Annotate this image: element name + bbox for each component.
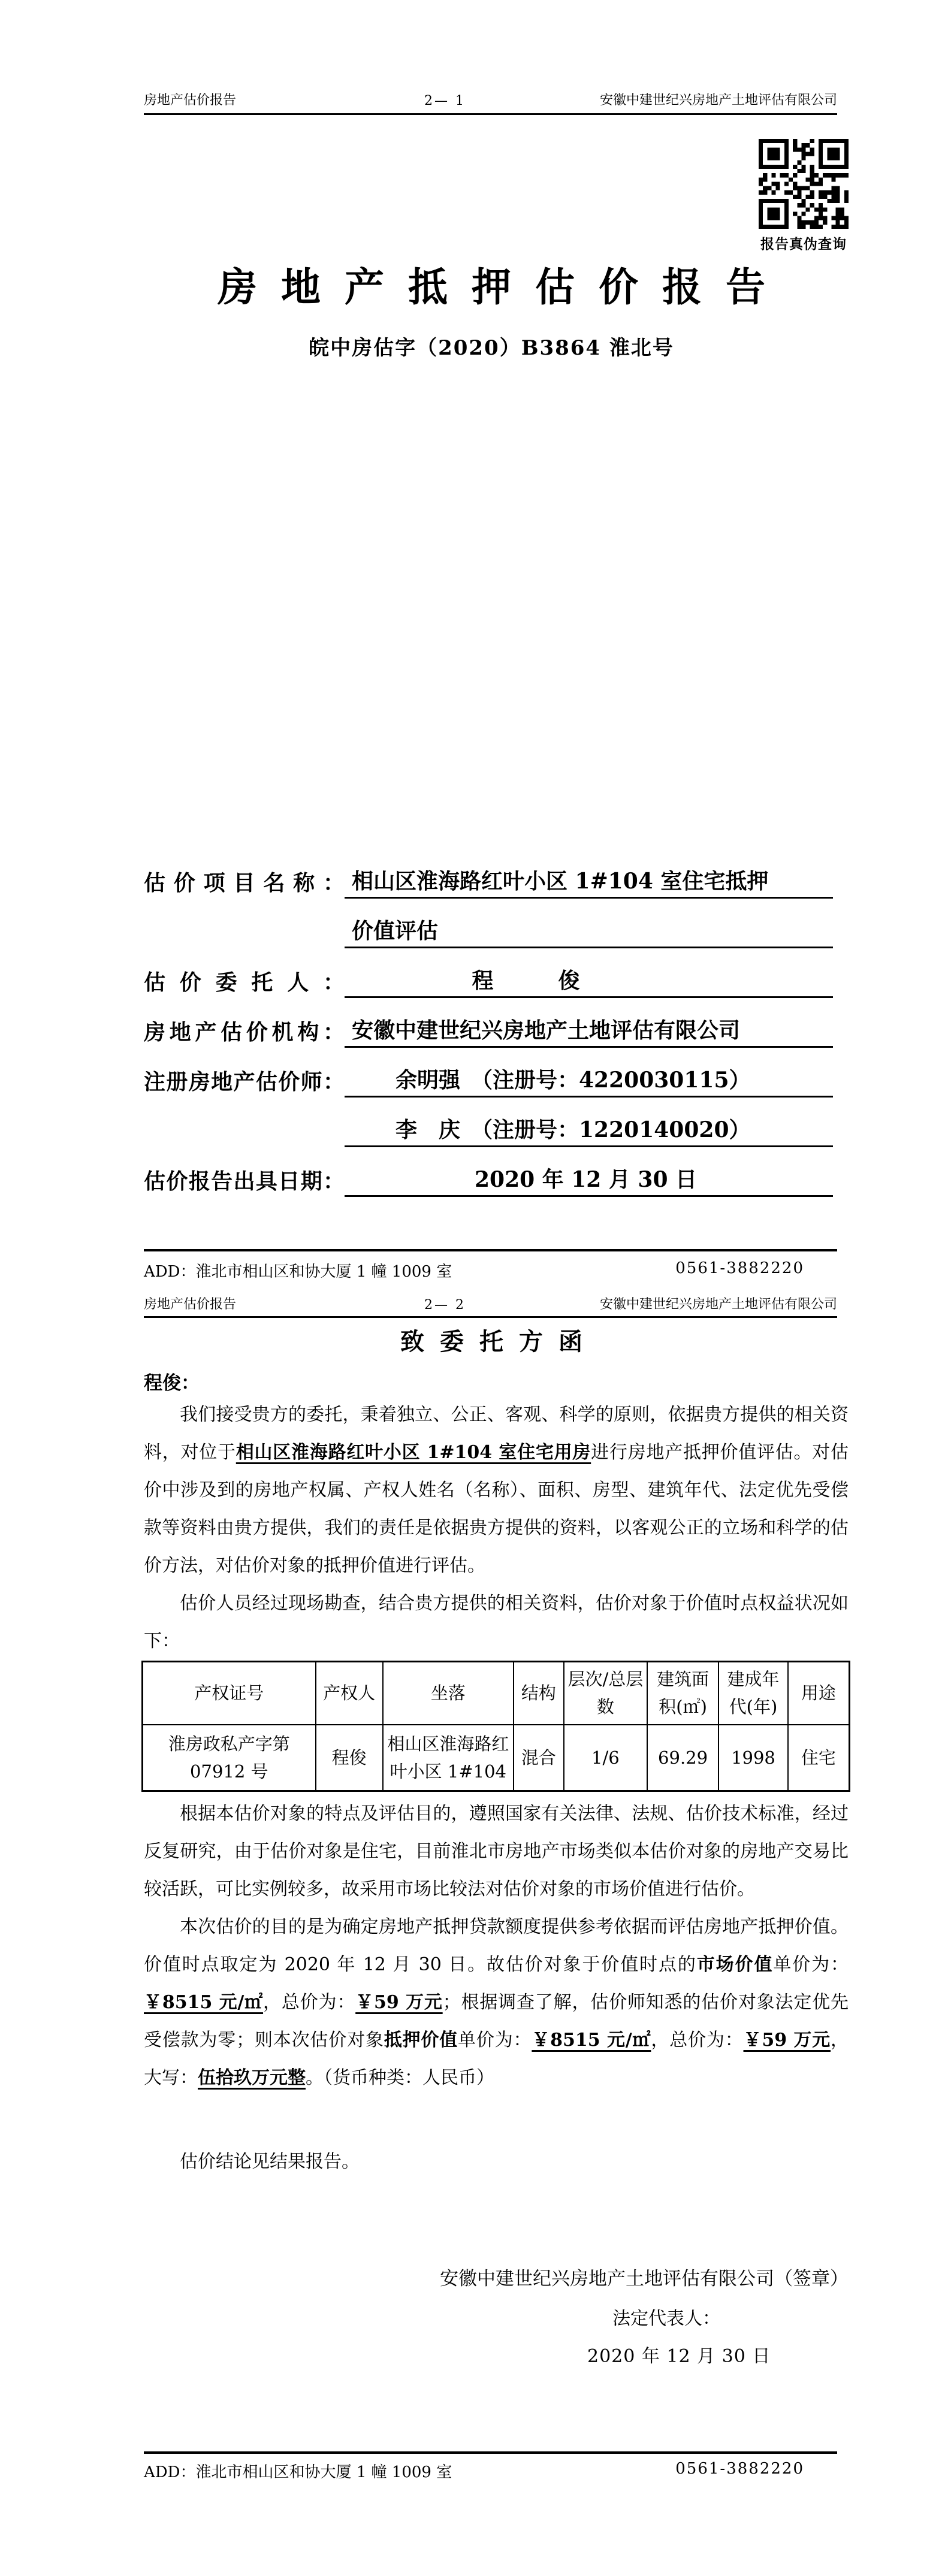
text-run: 本次估价的目的是为确定房地产抵押贷款额度提供参考依据而评估房地产抵押价值。价值时点取定为 2020 年 12 月 30 日。故估价对象于价值时点的 xyxy=(144,1916,849,1975)
field-value: 李 庆 （注册号：1220140020） xyxy=(345,1113,833,1147)
letter-body-lower xyxy=(144,1795,849,2097)
text-run: 市场价值 xyxy=(696,1954,774,1975)
table-row xyxy=(143,1725,850,1791)
header-divider xyxy=(144,1316,837,1318)
field-label: 房地产估价机构： xyxy=(144,1020,345,1045)
paragraph xyxy=(144,1795,849,1908)
field-label: 估价报告出具日期： xyxy=(144,1169,345,1194)
text-run: 单价为： xyxy=(773,1954,849,1975)
table-cell: 程俊 xyxy=(316,1725,383,1791)
table-cell: 淮房政私产字第 07912 号 xyxy=(143,1725,316,1791)
header-page-number: 2— 1 xyxy=(424,93,466,108)
salutation: 程俊： xyxy=(144,1372,200,1394)
document-number: 皖中房估字（2020）B3864 淮北号 xyxy=(309,336,674,360)
text-run: 单价为： xyxy=(458,2030,532,2051)
text-run: ￥8515 元/㎡ xyxy=(532,2030,651,2051)
qr-caption: 报告真伪查询 xyxy=(760,236,847,252)
cover-field-row xyxy=(144,998,833,1048)
text-run: ，总价为： xyxy=(651,2030,744,2051)
table-cell: 相山区淮海路红叶小区 1#104 xyxy=(383,1725,514,1791)
cover-field-row xyxy=(144,1048,833,1097)
field-value: 2020 年 12 月 30 日 xyxy=(345,1163,833,1197)
table-header-cell: 结构 xyxy=(514,1662,564,1725)
qr-block xyxy=(759,139,849,253)
text-run: ￥59 万元 xyxy=(355,1992,443,2013)
table-cell: 1998 xyxy=(718,1725,788,1791)
text-run: ￥59 万元 xyxy=(743,2030,831,2051)
text-run: 抵押价值 xyxy=(384,2030,458,2051)
field-value: 余明强 （注册号：4220030115） xyxy=(345,1063,833,1097)
footer-phone: 0561-3882220 xyxy=(675,2460,804,2478)
page2-running-header xyxy=(144,1294,837,1313)
text-run: 相山区淮海路红叶小区 1#104 室住宅用房 xyxy=(236,1442,591,1463)
document-title: 房地产抵押估价报告 xyxy=(218,264,789,310)
signature-legal-rep: 法定代表人： xyxy=(612,2308,720,2329)
table-header-cell: 层次/总层数 xyxy=(564,1662,647,1725)
table-cell: 混合 xyxy=(514,1725,564,1791)
page1-footer xyxy=(144,1259,837,1281)
text-run: 进行房地产抵押价值评估。对估价中涉及到的房地产权属、产权人姓名（名称）、面积、房型、建筑年代、法定优先受偿款等资料由贵方提供，我们的责任是依据贵方提供的资料，以客观公正的立场和科学的估价方法，对估价对象的抵押价值进行评估。 xyxy=(144,1442,849,1576)
footer-divider xyxy=(144,1249,837,1251)
field-label: 估价项目名称： xyxy=(144,870,345,896)
cover-fields xyxy=(144,849,833,1197)
cover-field-row xyxy=(144,948,833,998)
text-run: 估价人员经过现场勘查，结合贵方提供的相关资料，估价对象于价值时点权益状况如下： xyxy=(144,1593,849,1652)
field-value: 安徽中建世纪兴房地产土地评估有限公司 xyxy=(345,1014,833,1048)
field-label: 注册房地产估价师： xyxy=(144,1069,345,1095)
table-cell: 住宅 xyxy=(788,1725,850,1791)
text-run: 。（货币种类：人民币） xyxy=(306,2067,494,2088)
cover-field-row xyxy=(144,1097,833,1147)
field-label: 估价委托人： xyxy=(144,970,345,995)
cover-field-row xyxy=(144,849,833,899)
property-table xyxy=(141,1661,850,1792)
table-cell: 69.29 xyxy=(647,1725,718,1791)
cover-field-row xyxy=(144,1147,833,1197)
table-header-cell: 建成年代(年) xyxy=(718,1662,788,1725)
page2-footer xyxy=(144,2460,837,2482)
text-run: 我们接受贵方的委托，秉着独立、公正、客观、科学的原则，依据贵方提供的相关资料，对位于 xyxy=(144,1404,849,1463)
paragraph xyxy=(144,1908,849,2097)
header-company-name: 安徽中建世纪兴房地产土地评估有限公司 xyxy=(599,93,837,108)
header-doc-type: 房地产估价报告 xyxy=(144,1297,237,1312)
footer-divider xyxy=(144,2451,837,2454)
cover-field-row xyxy=(144,899,833,948)
footer-address: ADD：淮北市相山区和协大厦 1 幢 1009 室 xyxy=(144,2463,452,2481)
letter-title: 致委托方函 xyxy=(400,1328,598,1356)
table-header-cell: 用途 xyxy=(788,1662,850,1725)
table-header-cell: 坐落 xyxy=(383,1662,514,1725)
table-header-cell: 产权证号 xyxy=(143,1662,316,1725)
text-run: ，大写： xyxy=(144,2030,849,2088)
paragraph xyxy=(144,1585,849,1660)
footer-phone: 0561-3882220 xyxy=(675,1259,804,1277)
field-label xyxy=(144,1145,345,1147)
text-run: ；根据调查了解，估价师知悉的估价对象法定优先受偿款为零；则本次估价对象 xyxy=(144,1992,849,2051)
letter-body-upper xyxy=(144,1396,849,1660)
signature-company: 安徽中建世纪兴房地产土地评估有限公司（签章） xyxy=(440,2268,849,2290)
field-value: 价值评估 xyxy=(345,914,833,948)
text-run: ￥8515 元/㎡ xyxy=(144,1992,264,2013)
page1-running-header xyxy=(144,90,837,108)
text-run: 伍拾玖万元整 xyxy=(198,2067,306,2088)
table-cell: 1/6 xyxy=(564,1725,647,1791)
paragraph xyxy=(144,1396,849,1585)
text-run: 根据本估价对象的特点及评估目的，遵照国家有关法律、法规、估价技术标准，经过反复研究，由于估价对象是住宅，目前淮北市房地产市场类似本估价对象的房地产交易比较活跃，可比实例较多，故采用市场比较法对估价对象的市场价值进行估价。 xyxy=(144,1803,849,1900)
table-header-cell: 产权人 xyxy=(316,1662,383,1725)
qr-code-icon xyxy=(759,139,849,229)
field-value: 程 俊 xyxy=(345,964,833,998)
footer-address: ADD：淮北市相山区和协大厦 1 幢 1009 室 xyxy=(144,1263,452,1281)
closing-note: 估价结论见结果报告。 xyxy=(180,2151,360,2172)
header-company-name: 安徽中建世纪兴房地产土地评估有限公司 xyxy=(599,1297,837,1312)
header-divider xyxy=(144,113,837,115)
header-doc-type: 房地产估价报告 xyxy=(144,93,237,108)
signature-date: 2020 年 12 月 30 日 xyxy=(587,2346,771,2367)
header-page-number: 2— 2 xyxy=(424,1298,466,1313)
table-header-cell: 建筑面积(㎡) xyxy=(647,1662,718,1725)
field-value: 相山区淮海路红叶小区 1#104 室住宅抵押 xyxy=(345,864,833,899)
field-label xyxy=(144,947,345,948)
text-run: ，总价为： xyxy=(263,1992,356,2013)
